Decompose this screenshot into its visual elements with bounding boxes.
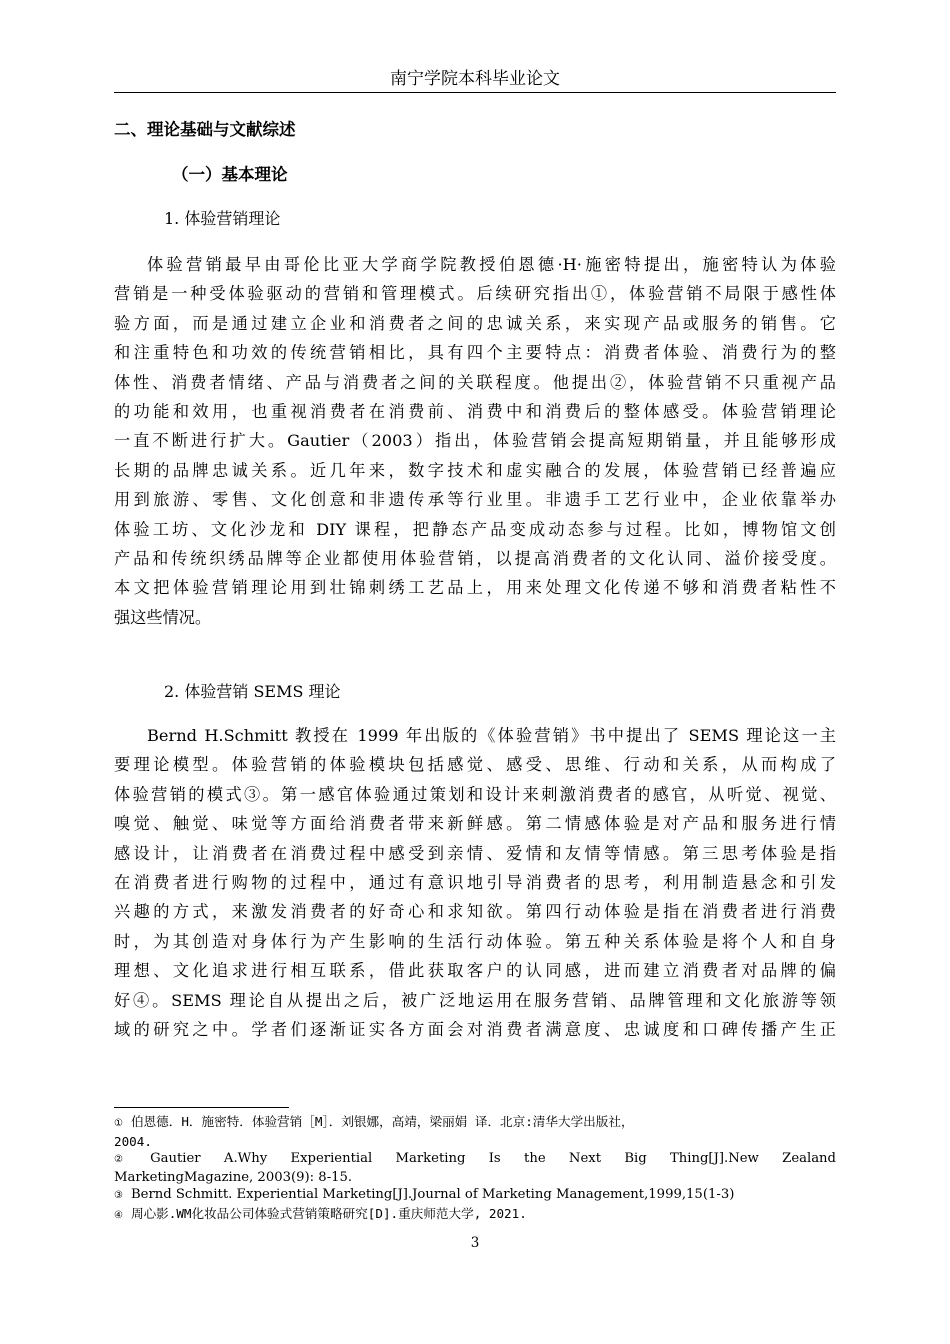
page-number: 3 (470, 1235, 480, 1251)
footnote-1 (114, 1113, 836, 1150)
paragraph-line: 体性、消费者情绪、产品与消费者之间的关联程度。他提出②，体验营销不只重视产品 (114, 372, 836, 392)
paragraph-line: 域的研究之中。学者们逐渐证实各方面会对消费者满意度、忠诚度和口碑传播产生正 (114, 1019, 836, 1039)
paragraph-line: 体验营销最早由哥伦比亚大学商学院教授伯恩德·H·施密特提出，施密特认为体验 (147, 255, 836, 274)
paragraph-line: 要理论模型。体验营销的体验模块包括感觉、感受、思维、行动和关系，从而构成了 (114, 755, 836, 775)
section-heading: 二、理论基础与文献综述 (114, 120, 296, 139)
footnote-text: 周心影.WM化妆品公司体验式营销策略研究[D].重庆师范大学, 2021. (130, 1205, 527, 1221)
paragraph-line: 的功能和效用，也重视消费者在消费前、消费中和消费后的整体感受。体验营销理论 (114, 401, 836, 421)
footnote-line (114, 1113, 836, 1133)
footnote-marker: ④ (114, 1209, 123, 1221)
footnote-separator (114, 1107, 289, 1108)
footnote-marker: ① (114, 1118, 123, 1129)
paragraph-line: 体验工坊、文化沙龙和 DIY 课程，把静态产品变成动态参与过程。比如，博物馆文创 (114, 519, 836, 539)
paragraph-line: 兴趣的方式，来激发消费者的好奇心和求知欲。第四行动体验是指在消费者进行消费 (114, 902, 836, 922)
footnote-4 (114, 1205, 836, 1225)
sub-heading-experiential-marketing: 1. 体验营销理论 (164, 209, 281, 228)
paragraph-line: 在消费者进行购物的过程中，通过有意识地引导消费者的思考，利用制造悬念和引发 (114, 872, 836, 892)
paragraph-line: 理想、文化追求进行相互联系，借此获取客户的认同感，进而建立消费者对品牌的偏 (114, 961, 836, 981)
paragraph-line: 体验营销的模式③。第一感官体验通过策划和设计来刺激消费者的感官，从听觉、视觉、 (114, 784, 836, 804)
paragraph-line: 好④。SEMS 理论自从提出之后，被广泛地运用在服务营销、品牌管理和文化旅游等领 (114, 990, 836, 1010)
footnotes (114, 1113, 836, 1224)
paragraph-line: 用到旅游、零售、文化创意和非遗传承等行业里。非遗手工艺行业中，企业依靠举办 (114, 490, 836, 510)
footnote-line (114, 1150, 836, 1169)
paragraph-line: 长期的品牌忠诚关系。近几年来，数字技术和虚实融合的发展，体验营销已经普遍应 (114, 460, 836, 480)
footnote-3 (114, 1186, 836, 1205)
footnote-text: 伯恩德．H．施密特．体验营销［M］．刘银娜，高靖，梁丽娟 译．北京:清华大学出版社， (130, 1114, 634, 1129)
footnote-line (114, 1205, 836, 1225)
paragraph-line: 感设计，让消费者在消费过程中感受到亲情、爱情和友情等情感。第三思考体验是指 (114, 843, 836, 863)
footnote-line: MarketingMagazine, 2003(9): 8-15. (114, 1169, 353, 1185)
page-header: 南宁学院本科毕业论文 (390, 69, 560, 89)
paragraph-line: 嗅觉、触觉、味觉等方面给消费者带来新鲜感。第二情感体验是对产品和服务进行情 (114, 814, 836, 834)
footnote-line: 2004. (114, 1133, 152, 1149)
footnote-marker: ② (114, 1154, 143, 1165)
paragraph-line: 本文把体验营销理论用到壮锦刺绣工艺品上，用来处理文化传递不够和消费者粘性不 (114, 578, 836, 598)
paragraph-line: 验方面，而是通过建立企业和消费者之间的忠诚关系，来实现产品或服务的销售。它 (114, 313, 836, 333)
footnote-text: Gautier A.Why Experiential Marketing Is the Next Big Thing[J].New Zealand (150, 1151, 836, 1166)
paragraph-line: 产品和传统织绣品牌等企业都使用体验营销，以提高消费者的文化认同、溢价接受度。 (114, 548, 836, 568)
footnote-text: Bernd Schmitt. Experiential Marketing[J].Journal of Marketing Management,1999,15(1-3) (130, 1187, 735, 1202)
paragraph-line: 和注重特色和功效的传统营销相比，具有四个主要特点：消费者体验、消费行为的整 (114, 343, 836, 363)
subsection-heading: （一）基本理论 (172, 165, 288, 184)
paragraph-line: Bernd H.Schmitt 教授在 1999 年出版的《体验营销》书中提出了 SEMS 理论这一主 (147, 726, 836, 745)
sub-heading-sems-theory: 2. 体验营销 SEMS 理论 (164, 682, 341, 701)
paragraph-line: 时，为其创造对身体行为产生影响的生活行动体验。第五种关系体验是将个人和自身 (114, 931, 836, 951)
footnote-line (114, 1186, 836, 1205)
paragraph-line: 强这些情况。 (114, 607, 212, 627)
footnote-2 (114, 1150, 836, 1186)
paragraph-line: 营销是一种受体验驱动的营销和管理模式。后续研究指出①，体验营销不局限于感性体 (114, 284, 836, 304)
footnote-marker: ③ (114, 1190, 123, 1201)
paragraph-line: 一直不断进行扩大。Gautier（2003）指出，体验营销会提高短期销量，并且能够形成 (114, 431, 836, 451)
paragraph-experiential-marketing (114, 250, 836, 632)
header-rule (114, 92, 836, 93)
paragraph-sems-theory (114, 721, 836, 1044)
